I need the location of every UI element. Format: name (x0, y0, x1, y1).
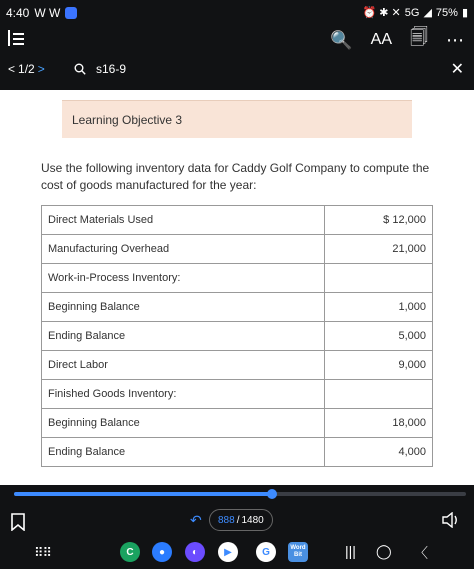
back-icon[interactable]: 〈 (414, 545, 428, 561)
search-results-bar (0, 60, 474, 84)
font-size-icon[interactable]: AA (370, 31, 393, 48)
close-search-icon[interactable]: ✕ (450, 61, 464, 78)
status-bar-right (363, 6, 469, 19)
search-field-icon (74, 63, 86, 75)
row-value: 1,000 (325, 293, 433, 322)
inventory-data-table (41, 205, 433, 467)
toc-line (13, 38, 24, 40)
next-result-button[interactable]: > (37, 62, 45, 76)
row-value: 5,000 (325, 322, 433, 351)
internet-app-icon[interactable]: ◐ (185, 542, 205, 562)
learning-objective-banner (62, 100, 412, 138)
row-value (325, 380, 433, 409)
top-app-bar (0, 0, 474, 90)
return-icon[interactable]: ↶ (190, 512, 202, 528)
more-options-icon[interactable]: ⋯ (446, 29, 464, 50)
row-label: Direct Labor (42, 351, 325, 380)
all-apps-icon[interactable]: ⠿⠿ (34, 545, 52, 560)
status-bar-left (6, 6, 77, 20)
play-store-app-icon[interactable]: ▶ (218, 542, 238, 562)
signal-icon: ◢ (423, 7, 432, 19)
status-system-icons: ⏰ ✱ ✕ (362, 7, 401, 19)
table-row (42, 409, 433, 438)
google-app-icon[interactable]: G (256, 542, 276, 562)
row-label: Beginning Balance (42, 409, 325, 438)
row-label: Ending Balance (42, 438, 325, 467)
battery-icon: ▮ (461, 7, 468, 19)
table-row (42, 264, 433, 293)
current-page-number: 888 (218, 514, 235, 526)
row-label: Ending Balance (42, 322, 325, 351)
problem-intro-text: Use the following inventory data for Caddy Golf Company to compute the cost of goods manufactured for the year: (41, 161, 430, 192)
status-notification-badges: W W (34, 6, 61, 20)
result-counter: 1/2 (18, 62, 35, 76)
table-row (42, 293, 433, 322)
toc-line (13, 33, 24, 35)
table-row (42, 380, 433, 409)
row-value (325, 264, 433, 293)
table-row (42, 235, 433, 264)
table-of-contents-icon[interactable] (8, 30, 24, 46)
reader-bottom-bar (0, 485, 474, 569)
row-label: Direct Materials Used (42, 206, 325, 235)
row-label: Work-in-Process Inventory: (42, 264, 325, 293)
battery-percent: 75% (435, 6, 458, 19)
search-icon[interactable]: 🔍 (330, 29, 353, 50)
row-label: Manufacturing Overhead (42, 235, 325, 264)
document-page (0, 90, 474, 485)
table-row (42, 351, 433, 380)
row-label: Finished Goods Inventory: (42, 380, 325, 409)
previous-result-button[interactable]: < (8, 62, 16, 76)
total-page-count: 1480 (241, 514, 264, 526)
row-value: $ 12,000 (325, 206, 433, 235)
reader-toolbar (330, 25, 464, 55)
row-label: Beginning Balance (42, 293, 325, 322)
table-row (42, 322, 433, 351)
toc-bar (8, 30, 10, 46)
toc-line (13, 43, 24, 45)
table-row (42, 206, 433, 235)
recent-apps-icon[interactable]: ||| (345, 543, 356, 559)
reading-progress-slider[interactable] (14, 492, 466, 496)
page-separator: / (236, 514, 240, 526)
status-time: 4:40 (6, 6, 30, 20)
phone-app-icon[interactable]: C (120, 542, 140, 562)
row-value: 4,000 (325, 438, 433, 467)
row-value: 21,000 (325, 235, 433, 264)
bookmark-icon[interactable] (10, 513, 26, 536)
table-row (42, 438, 433, 467)
network-indicator: 5G (404, 6, 420, 19)
app-dock (0, 541, 474, 565)
search-result-pager (8, 62, 45, 76)
reading-progress-fill (14, 492, 272, 496)
reading-progress-handle[interactable] (267, 489, 277, 499)
row-value: 18,000 (325, 409, 433, 438)
wordbit-app-icon[interactable]: Word Bit (288, 542, 308, 562)
text-to-speech-icon[interactable] (442, 512, 460, 531)
home-icon[interactable]: ◯ (376, 543, 392, 559)
row-value: 9,000 (325, 351, 433, 380)
learning-objective-text: Learning Objective 3 (72, 112, 183, 127)
search-field[interactable] (74, 62, 126, 76)
page-indicator[interactable] (209, 509, 273, 531)
notification-app-icon (65, 7, 77, 19)
bookmark-list-icon[interactable]: 🗐 (410, 27, 428, 47)
inventory-table-body (42, 206, 433, 467)
messages-app-icon[interactable]: ● (152, 542, 172, 562)
search-query-text[interactable]: s16-9 (96, 62, 127, 76)
